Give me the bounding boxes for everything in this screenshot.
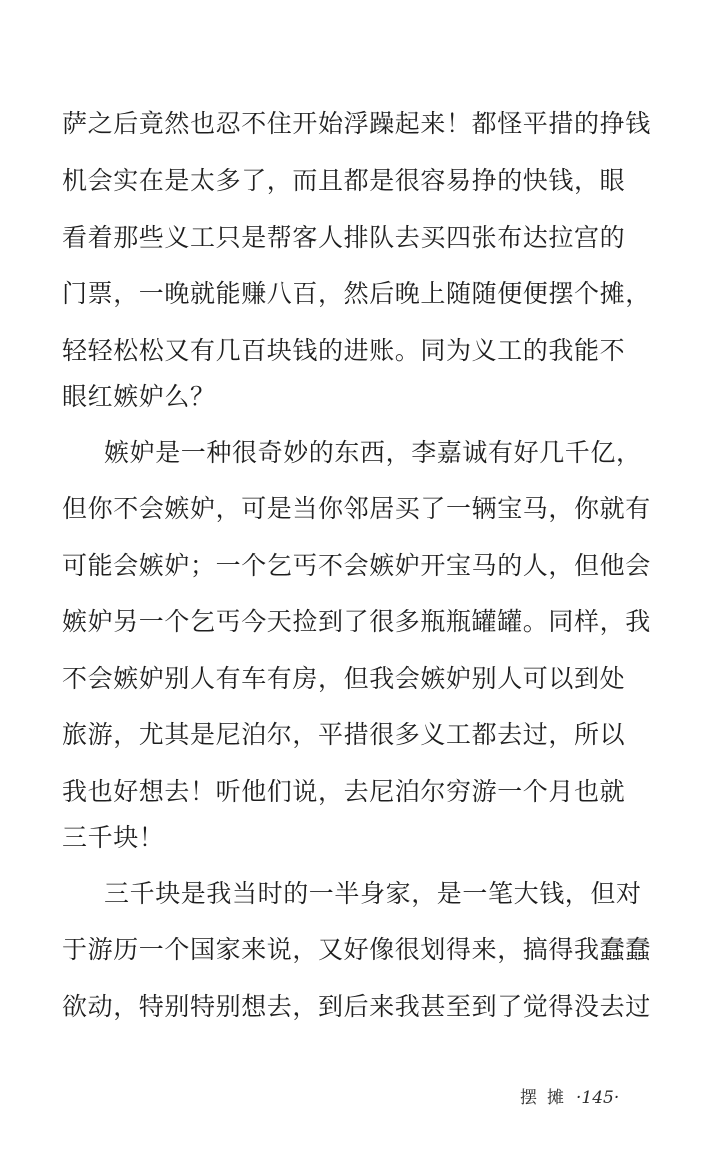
text-line: 门票，一晚就能赚八百，然后晚上随随便便摆个摊， [62, 279, 651, 308]
text-line: 嫉妒另一个乞丐今天捡到了很多瓶瓶罐罐。同样，我 [62, 607, 651, 636]
paragraph-first-line: 嫉妒是一种很奇妙的东西，李嘉诚有好几千亿， [104, 438, 642, 467]
text-line: 不会嫉妒别人有车有房，但我会嫉妒别人可以到处 [62, 664, 626, 693]
text-line: 轻轻松松又有几百块钱的进账。同为义工的我能不 [62, 336, 626, 365]
page-number: ·145· [576, 1088, 620, 1108]
text-line: 三千块！ [62, 823, 165, 852]
paragraph-first-line: 三千块是我当时的一半身家，是一笔大钱，但对 [104, 879, 642, 908]
running-chapter-title: 摆摊 [520, 1088, 574, 1108]
text-line: 可能会嫉妒；一个乞丐不会嫉妒开宝马的人，但他会 [62, 551, 651, 580]
text-line: 机会实在是太多了，而且都是很容易挣的快钱，眼 [62, 166, 626, 195]
text-line: 眼红嫉妒么？ [62, 382, 216, 411]
text-line: 我也好想去！听他们说，去尼泊尔穷游一个月也就 [62, 777, 626, 806]
text-line: 于游历一个国家来说，又好像很划得来，搞得我蠢蠢 [62, 935, 651, 964]
text-line: 旅游，尤其是尼泊尔，平措很多义工都去过，所以 [62, 720, 626, 749]
text-line: 但你不会嫉妒，可是当你邻居买了一辆宝马，你就有 [62, 494, 651, 523]
text-line: 欲动，特别特别想去，到后来我甚至到了觉得没去过 [62, 992, 651, 1021]
text-line: 萨之后竟然也忍不住开始浮躁起来！都怪平措的挣钱 [62, 109, 651, 138]
text-line: 看着那些义工只是帮客人排队去买四张布达拉宫的 [62, 223, 626, 252]
page-footer [520, 1086, 630, 1110]
